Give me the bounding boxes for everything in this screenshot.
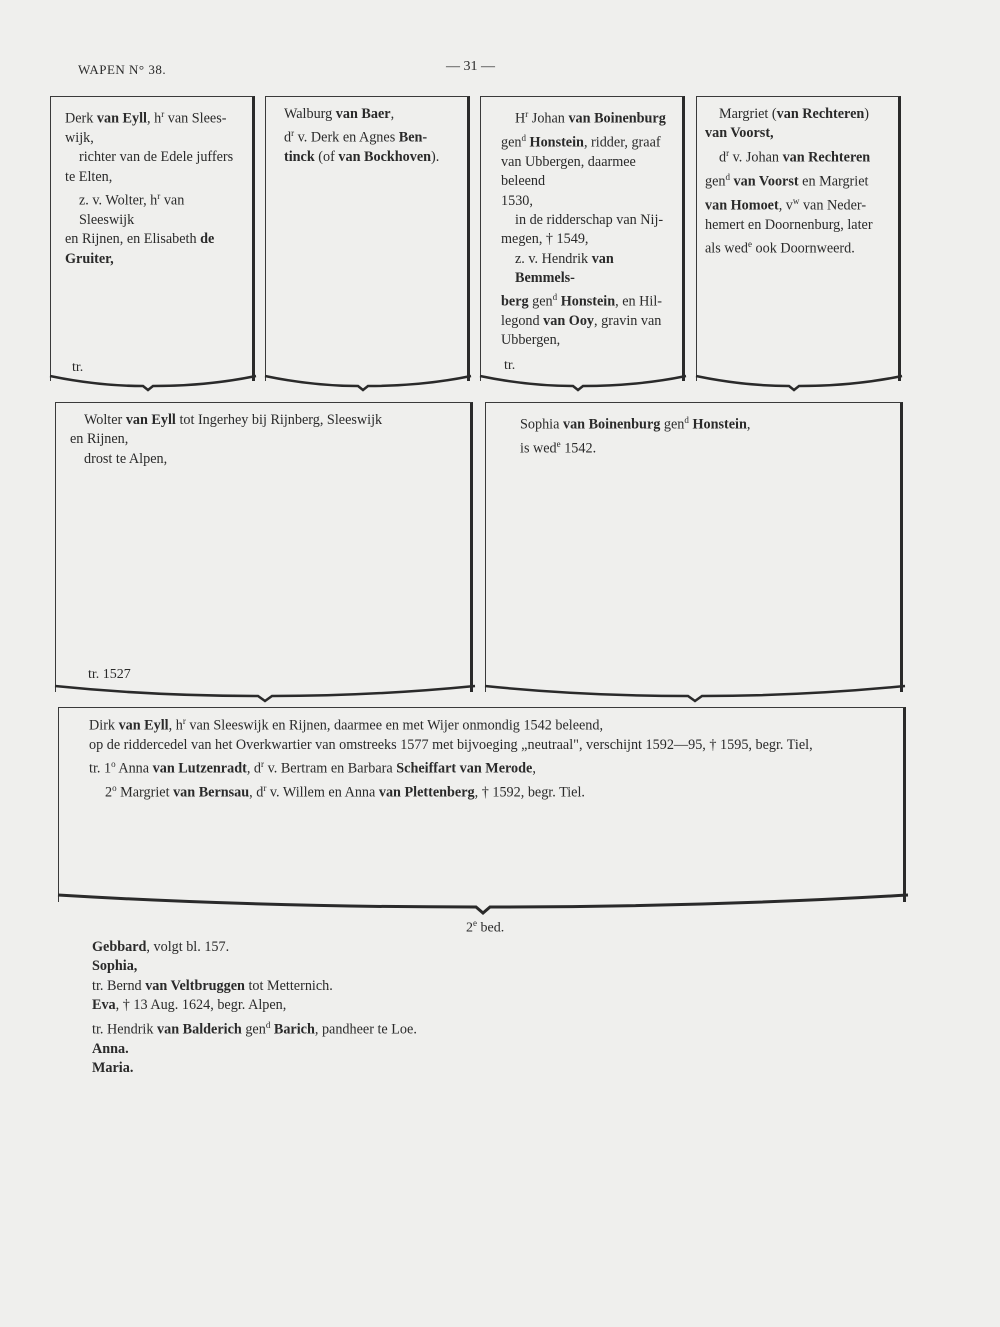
box-walburg-van-baer bbox=[265, 96, 470, 381]
johan-line-3: van Ubbergen, daarmee beleend bbox=[501, 154, 636, 190]
wolter-line-1: Wolter van Eyll tot Ingerhey bij Rijnberg, Sleeswijk bbox=[84, 412, 383, 428]
child-maria: Maria. bbox=[92, 1060, 134, 1077]
margriet-line-5: van Homoet, $v^w$ van Neder- bbox=[705, 195, 867, 214]
johan-line-4: 1530, bbox=[501, 192, 533, 209]
margriet-line-4: gen$^d$ van Voorst en Margriet bbox=[705, 171, 869, 190]
wolter-line-2: en Rijnen, bbox=[70, 431, 129, 448]
johan-line-6: megen, † 1549, bbox=[501, 231, 589, 248]
box-johan-van-boinenburg bbox=[480, 96, 685, 381]
johan-line-7: z. v. Hendrik van Bemmels- bbox=[515, 250, 614, 286]
brace-wolter bbox=[53, 684, 477, 704]
child-gebbard: Gebbard, volgt bl. 157. bbox=[92, 939, 230, 955]
box-derk-van-eyll bbox=[50, 96, 255, 381]
brace-derk bbox=[48, 374, 258, 394]
brace-dirk bbox=[56, 893, 910, 917]
child-anna: Anna. bbox=[92, 1040, 129, 1057]
margriet-line-3: $d^r$ v. Johan van Rechteren bbox=[719, 147, 871, 166]
brace-johan bbox=[478, 374, 688, 394]
johan-line-8: berg gen$^d$ Honstein, en Hil- bbox=[501, 292, 662, 310]
derk-line-6: en Rijnen, en Elisabeth de bbox=[65, 231, 215, 248]
wolter-marriage-label: tr. 1527 bbox=[88, 667, 131, 682]
children-list bbox=[92, 938, 417, 1079]
dirk-line-2: op de riddercedel van het Overkwartier van omstreeks 1577 met bijvoeging „neutraal", verschijnt 1592—95, † 1595, begr. Tiel, bbox=[89, 737, 813, 754]
second-marriage-label: 2e bed. bbox=[466, 918, 505, 936]
box-wolter-van-eyll bbox=[55, 402, 473, 692]
margriet-line-1: Margriet (van Rechteren) bbox=[719, 106, 869, 122]
child-sophia: Sophia, bbox=[92, 958, 138, 975]
margriet-line-7: als wed$^e$ ook Doornweerd. bbox=[705, 238, 855, 257]
derk-line-2: wijk, bbox=[65, 130, 94, 147]
brace-walburg bbox=[263, 374, 473, 394]
page-number: — 31 — bbox=[446, 59, 495, 74]
johan-line-1: $H^r$ Johan van Boinenburg bbox=[515, 109, 666, 127]
walburg-line-3: tinck (of van Bockhoven). bbox=[284, 149, 440, 166]
walburg-line-2: $d^r$ v. Derk en Agnes Ben- bbox=[284, 128, 428, 147]
dirk-line-1: Dirk van Eyll, $h^r$ van Sleeswijk en Rijnen, daarmee en met Wijer onmondig 1542 beleend, bbox=[89, 716, 604, 734]
dirk-line-3: tr. 1$^o$ Anna van Lutzenradt, $d^r$ v. Bertram en Barbara Scheiffart van Merode, bbox=[89, 759, 536, 778]
derk-marriage-label: tr. bbox=[72, 360, 84, 375]
dirk-line-4: 2$^o$ Margriet van Bernsau, $d^r$ v. Willem en Anna van Plettenberg, † 1592, begr. Tiel. bbox=[105, 783, 585, 802]
box-sophia-van-boinenburg bbox=[485, 402, 903, 692]
derk-line-1: Derk van Eyll, $h^r$ van Slees- bbox=[65, 109, 227, 127]
walburg-line-1: Walburg van Baer, bbox=[284, 106, 395, 122]
derk-line-4: te Elten, bbox=[65, 168, 113, 185]
page-header-left: WAPEN N° 38. bbox=[78, 62, 167, 77]
johan-line-2: gen$^d$ Honstein, ridder, graaf bbox=[501, 133, 661, 151]
derk-line-3: richter van de Edele juffers bbox=[79, 149, 234, 166]
brace-margriet bbox=[694, 374, 904, 394]
johan-line-9: legond van Ooy, gravin van bbox=[501, 313, 662, 330]
margriet-line-2: van Voorst, bbox=[705, 125, 774, 142]
brace-sophia bbox=[483, 684, 907, 704]
wolter-line-3: drost te Alpen, bbox=[84, 450, 168, 467]
sophia-line-1: Sophia van Boinenburg gen$^d$ Honstein, bbox=[520, 415, 751, 433]
johan-marriage-label: tr. bbox=[504, 358, 516, 373]
derk-line-5: z. v. Wolter, $h^r$ van Sleeswijk bbox=[79, 190, 185, 228]
sophia-line-2: is wed$^e$ 1542. bbox=[520, 439, 597, 457]
child-sophia-marriage: tr. Bernd van Veltbruggen tot Metternich. bbox=[92, 977, 333, 994]
child-eva-marriage: tr. Hendrik van Balderich gen$^d$ Barich, pandheer te Loe. bbox=[92, 1019, 417, 1038]
box-margriet-van-rechteren bbox=[696, 96, 901, 381]
margriet-line-6: hemert en Doornenburg, later bbox=[705, 216, 873, 233]
johan-line-10: Ubbergen, bbox=[501, 332, 561, 349]
box-dirk-van-eyll bbox=[58, 707, 906, 902]
johan-line-5: in de ridderschap van Nij- bbox=[515, 211, 664, 228]
child-eva: Eva, † 13 Aug. 1624, begr. Alpen, bbox=[92, 997, 287, 1014]
derk-line-7: Gruiter, bbox=[65, 250, 114, 267]
